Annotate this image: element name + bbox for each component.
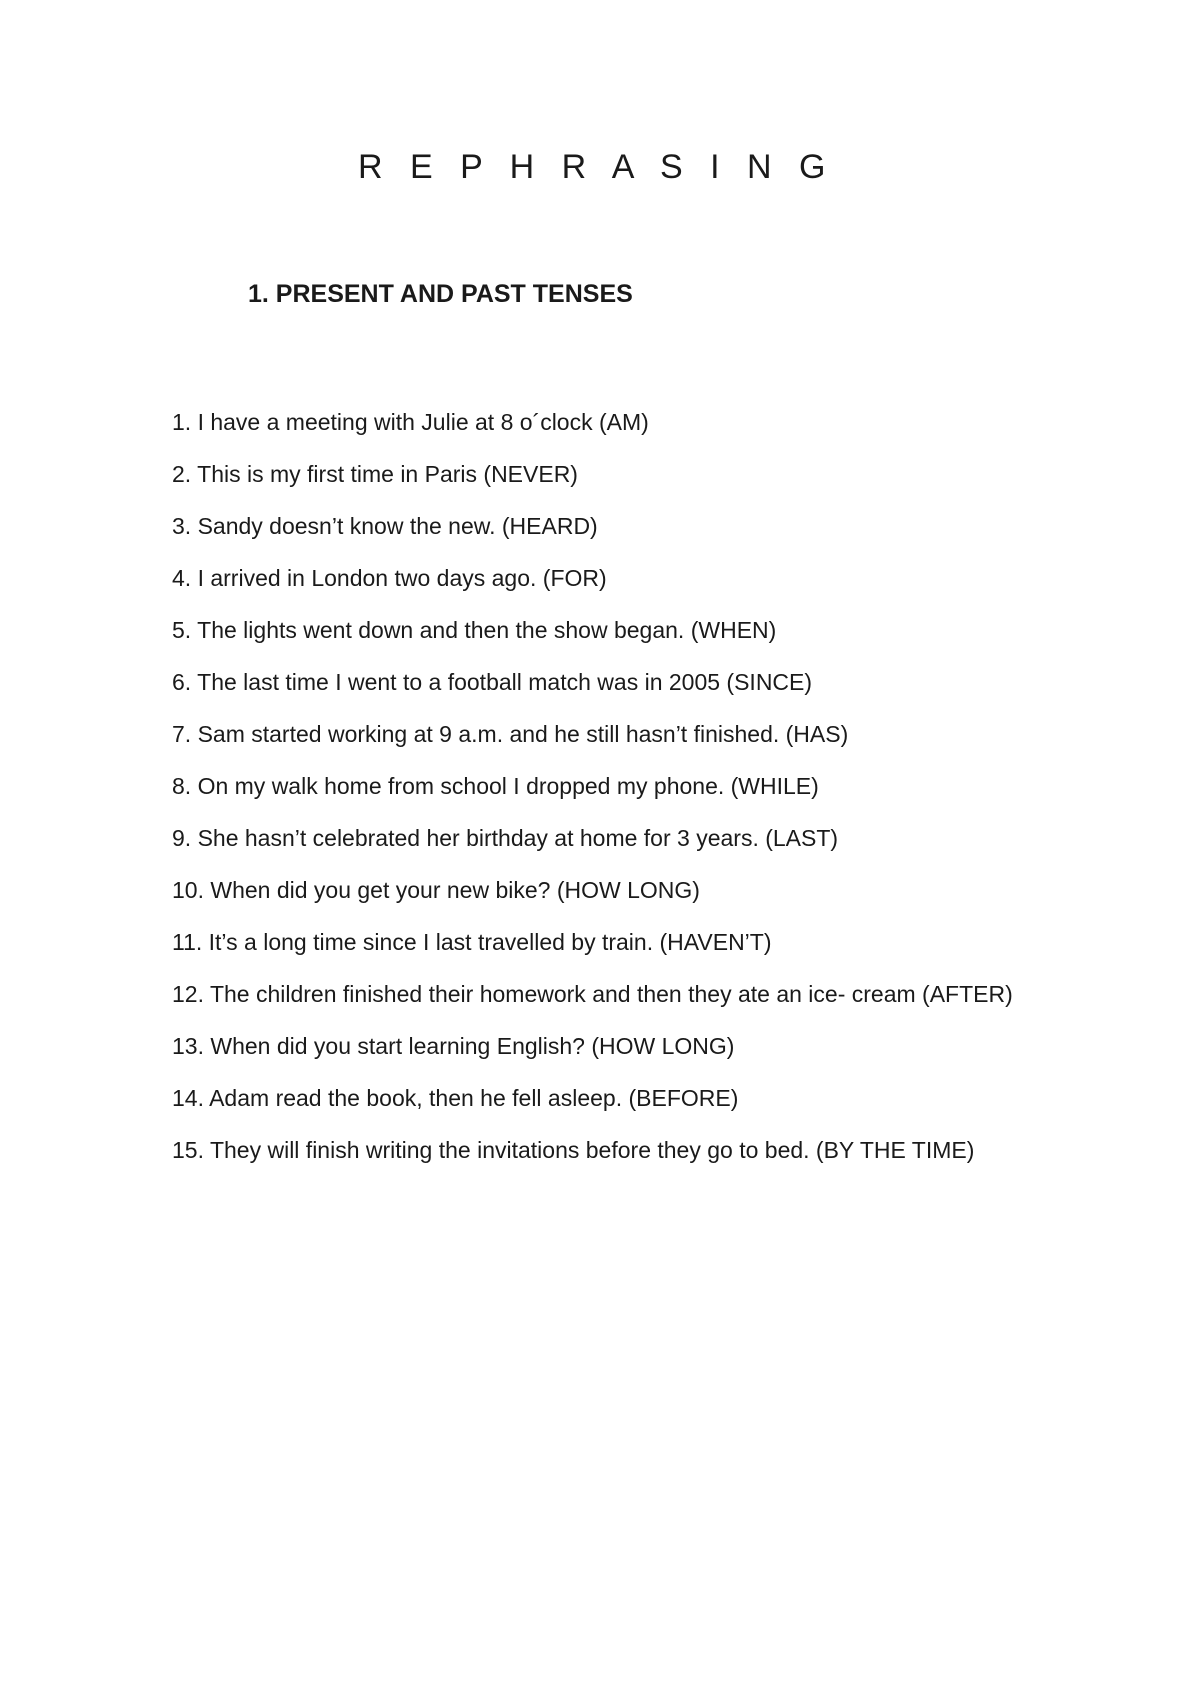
exercise-item-10: 10. When did you get your new bike? (HOW LONG) [172, 877, 700, 903]
exercise-item-3: 3. Sandy doesn’t know the new. (HEARD) [172, 513, 598, 539]
exercise-item-4: 4. I arrived in London two days ago. (FOR) [172, 565, 607, 591]
exercise-item-13: 13. When did you start learning English? (HOW LONG) [172, 1033, 735, 1059]
exercise-item-11: 11. It’s a long time since I last travelled by train. (HAVEN’T) [172, 929, 772, 955]
exercise-item-1: 1. I have a meeting with Julie at 8 o´clock (AM) [172, 409, 649, 435]
exercise-item-2: 2. This is my first time in Paris (NEVER) [172, 461, 578, 487]
exercise-item-12: 12. The children finished their homework and then they ate an ice- cream (AFTER) [172, 981, 1013, 1007]
exercise-item-7: 7. Sam started working at 9 a.m. and he still hasn’t finished. (HAS) [172, 721, 849, 747]
exercise-item-5: 5. The lights went down and then the show began. (WHEN) [172, 617, 777, 643]
exercise-item-9: 9. She hasn’t celebrated her birthday at home for 3 years. (LAST) [172, 825, 839, 851]
section-heading: 1. PRESENT AND PAST TENSES [248, 280, 633, 308]
exercise-item-6: 6. The last time I went to a football match was in 2005 (SINCE) [172, 669, 813, 695]
exercise-item-15: 15. They will finish writing the invitations before they go to bed. (BY THE TIME) [172, 1137, 975, 1163]
exercise-list [172, 396, 1052, 1176]
document-title: R E P H R A S I N G [358, 148, 835, 186]
exercise-item-8: 8. On my walk home from school I dropped my phone. (WHILE) [172, 773, 819, 799]
exercise-item-14: 14. Adam read the book, then he fell asleep. (BEFORE) [172, 1085, 739, 1111]
